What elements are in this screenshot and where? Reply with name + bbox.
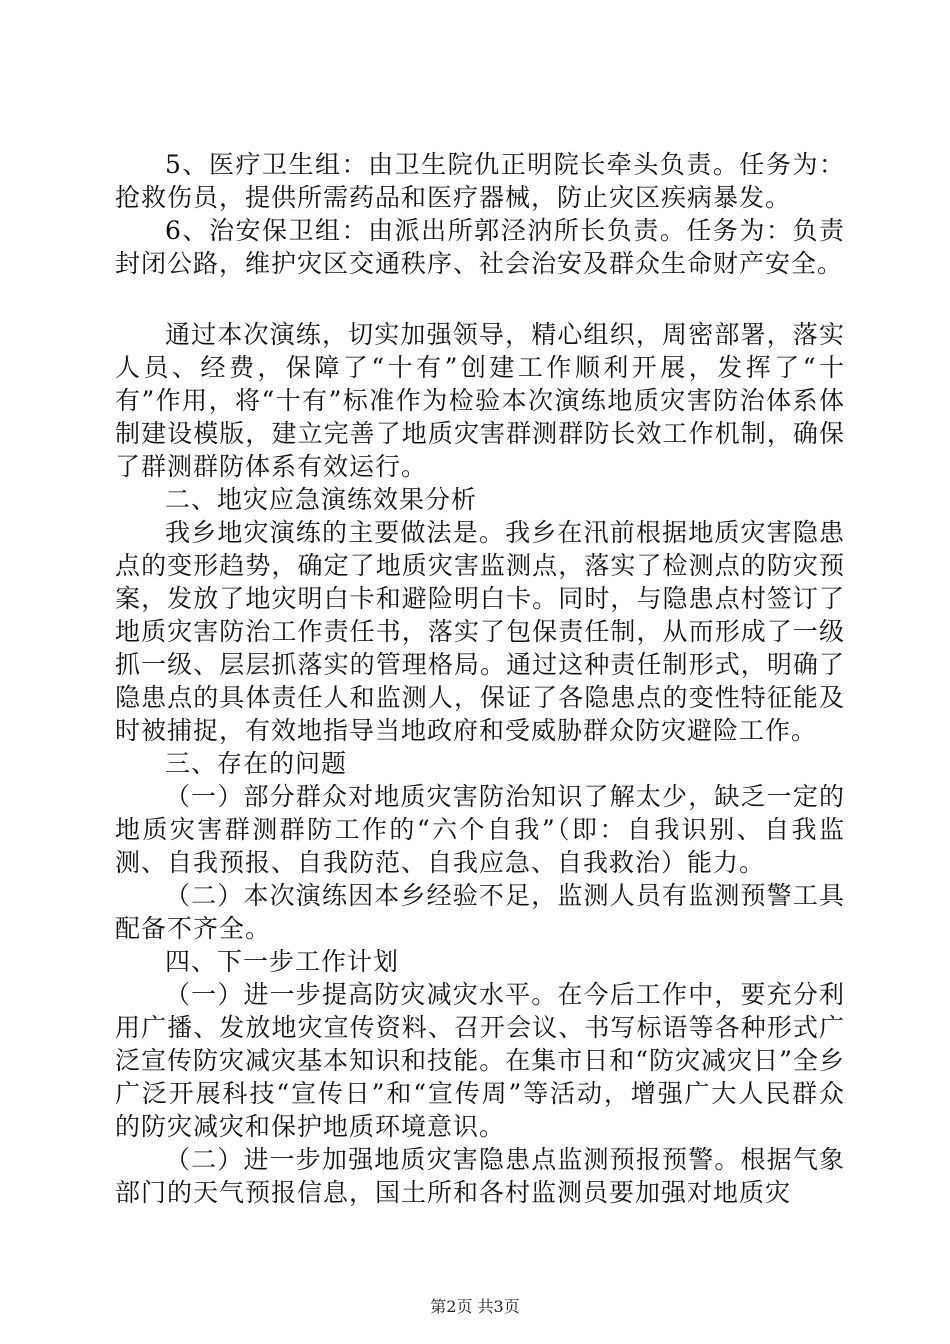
paragraph-plan-1: （一）进一步提高防灾减灾水平。在今后工作中，要充分利用广播、发放地灾宣传资料、召开会议、书写标语等各种形式广泛宣传防灾减灾基本知识和技能。在集市日和“防灾减灾日”全乡广泛开展科技“宣传日”和“宣传周”等活动，增强广大人民群众的防灾减灾和保护地质环境意识。 xyxy=(115,980,845,1141)
paragraph-medical-group: 5、医疗卫生组：由卫生院仇正明院长牵头负责。任务为：抢救伤员，提供所需药品和医疗器械，防止灾区疾病暴发。 xyxy=(115,150,845,212)
section-heading-4: 四、下一步工作计划 xyxy=(165,947,400,976)
document-body xyxy=(115,148,845,1209)
section-heading-2: 二、地灾应急演练效果分析 xyxy=(165,485,478,514)
paragraph-problem-1: （一）部分群众对地质灾害防治知识了解太少，缺乏一定的地质灾害群测群防工作的“六个自我”（即：自我识别、自我监测、自我预报、自我防范、自我应急、自我救治）能力。 xyxy=(115,782,845,877)
paragraph-main-practice: 我乡地灾演练的主要做法是。我乡在汛前根据地质灾害隐患点的变形趋势，确定了地质灾害监测点，落实了检测点的防灾预案，发放了地灾明白卡和避险明白卡。同时，与隐患点村签订了地质灾害防治工作责任书，落实了包保责任制，从而形成了一级抓一级、层层抓落实的管理格局。通过这种责任制形式，明确了隐患点的具体责任人和监测人，保证了各隐患点的变性特征能及时被捕捉，有效地指导当地政府和受威胁群众防灾避险工作。 xyxy=(115,518,845,745)
paragraph-gap xyxy=(115,280,845,318)
page-footer: 第2页 共3页 xyxy=(430,1297,520,1316)
paragraph-security-group: 6、治安保卫组：由派出所郭泾汭所长负责。任务为：负责封闭公路，维护灾区交通秩序、社会治安及群众生命财产安全。 xyxy=(115,216,845,278)
paragraph-plan-2: （二）进一步加强地质灾害隐患点监测预报预警。根据气象部门的天气预报信息，国土所和各村监测员要加强对地质灾 xyxy=(115,1145,845,1207)
section-heading-3: 三、存在的问题 xyxy=(165,749,348,778)
paragraph-drill-summary: 通过本次演练，切实加强领导，精心组织，周密部署，落实人员、经费，保障了“十有”创建工作顺利开展，发挥了“十有”作用，将“十有”标准作为检验本次演练地质灾害防治体系体制建设模版，建立完善了地质灾害群测群防长效工作机制，确保了群测群防体系有效运行。 xyxy=(115,320,845,481)
paragraph-problem-2: （二）本次演练因本乡经验不足，监测人员有监测预警工具配备不齐全。 xyxy=(115,881,845,943)
